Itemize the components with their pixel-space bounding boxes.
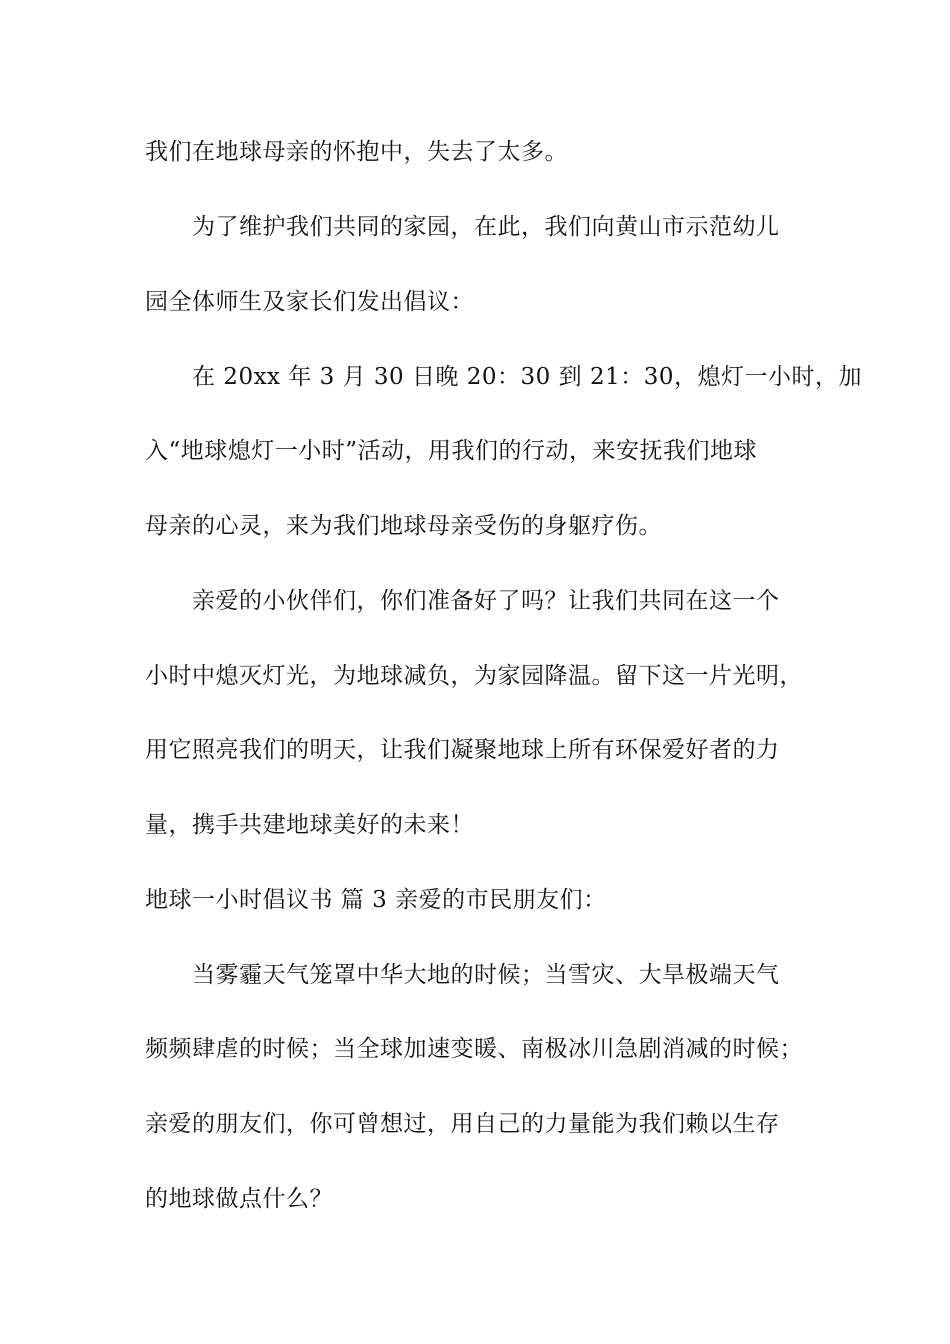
text-line: 量，携手共建地球美好的未来！ bbox=[145, 812, 474, 838]
text-line: 入“地球熄灯一小时”活动，用我们的行动，来安抚我们地球 bbox=[145, 438, 758, 464]
text-line: 小时中熄灭灯光，为地球减负，为家园降温。留下这一片光明， bbox=[145, 663, 803, 689]
text-line: 频频肆虐的时候；当全球加速变暖、南极冰川急剧消减的时候； bbox=[145, 1036, 803, 1062]
paragraph-start-line: 亲爱的小伙伴们，你们准备好了吗？让我们共同在这一个 bbox=[192, 588, 780, 614]
text-line: 亲爱的朋友们，你可曾想过，用自己的力量能为我们赖以生存 bbox=[145, 1111, 780, 1137]
paragraph-start-line: 为了维护我们共同的家园，在此，我们向黄山市示范幼儿 bbox=[192, 214, 780, 240]
text-line: 园全体师生及家长们发出倡议： bbox=[145, 289, 474, 315]
text-line: 我们在地球母亲的怀抱中，失去了太多。 bbox=[145, 139, 568, 165]
text-line: 用它照亮我们的明天，让我们凝聚地球上所有环保爱好者的力 bbox=[145, 737, 780, 763]
section-heading: 地球一小时倡议书 篇 3 亲爱的市民朋友们： bbox=[145, 887, 607, 913]
paragraph-start-line: 在 20xx 年 3 月 30 日晚 20：30 到 21：30，熄灯一小时，加 bbox=[192, 364, 862, 390]
paragraph-start-line: 当雾霾天气笼罩中华大地的时候；当雪灾、大旱极端天气 bbox=[192, 962, 780, 988]
text-line: 母亲的心灵，来为我们地球母亲受伤的身躯疗伤。 bbox=[145, 513, 662, 539]
text-line: 的地球做点什么？ bbox=[145, 1186, 333, 1212]
